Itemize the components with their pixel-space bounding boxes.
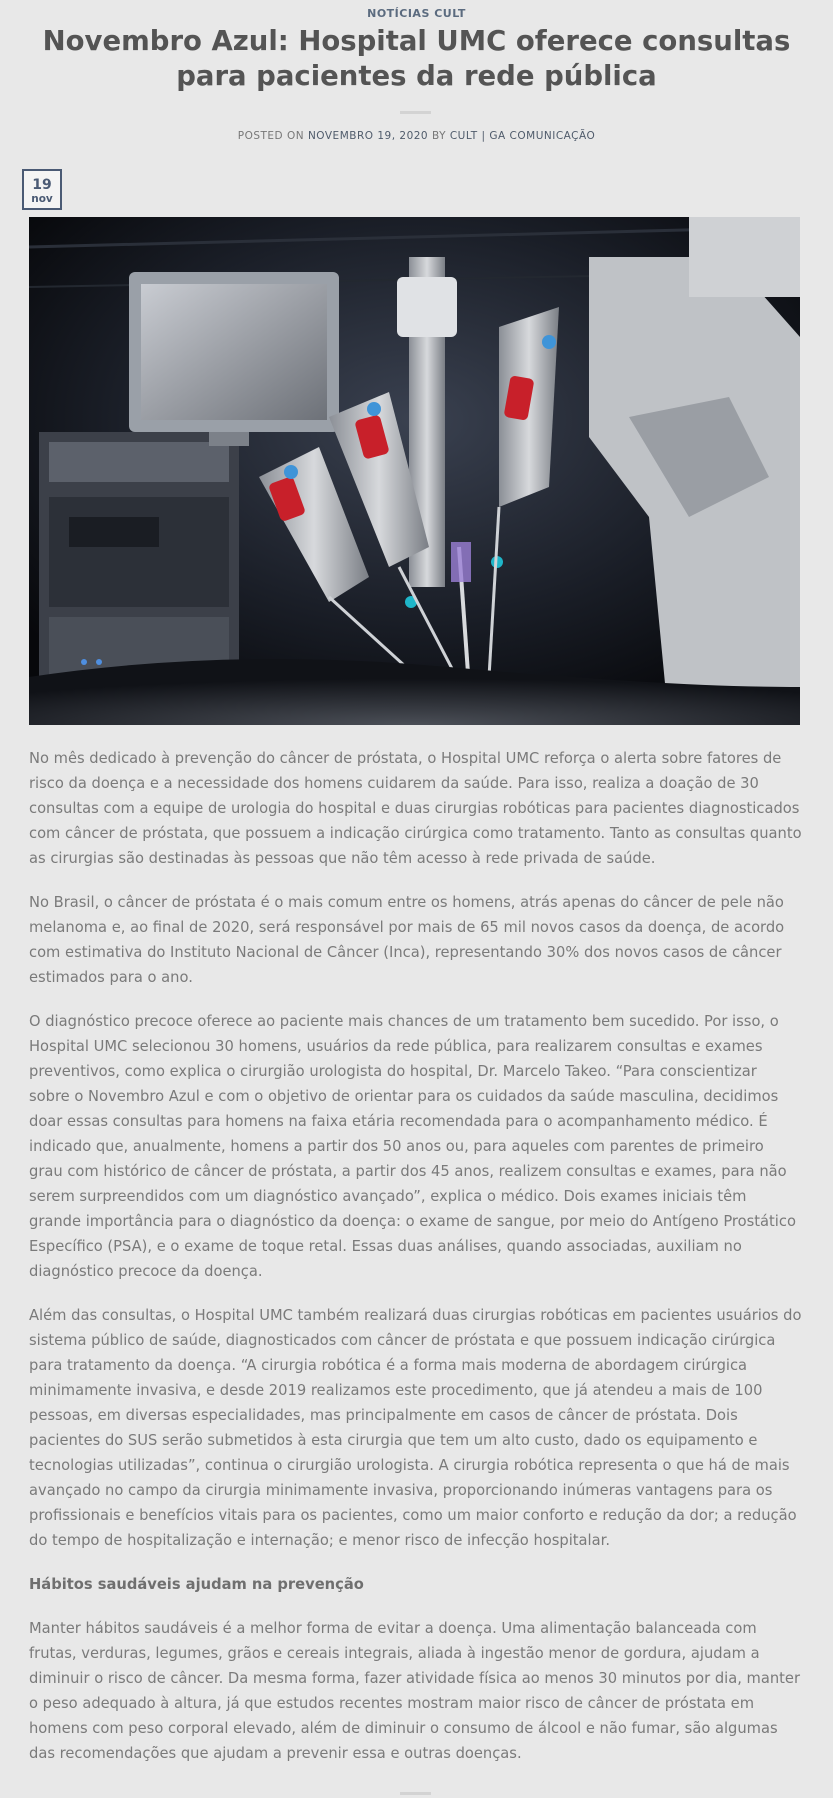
by-label: BY — [431, 130, 446, 142]
date-badge — [22, 169, 62, 210]
footer-divider — [400, 1792, 431, 1795]
article-paragraph: Manter hábitos saudáveis é a melhor forma de evitar a doença. Uma alimentação balanceada com frutas, verduras, legumes, grãos e cereais integrais, aliada à ingestão menor de gordura, ajudam a diminuir o risco de câncer. Da mesma forma, fazer atividade física ao menos 30 minutos por dia, manter o peso adequado à altura, já que estudos recentes mostram maior risco de câncer de próstata em homens com peso corporal elevado, além de diminuir o consumo de álcool e não fumar, são algumas das recomendações que ajudam a prevenir essa e outras doenças. — [29, 1620, 801, 1762]
article-paragraph: Além das consultas, o Hospital UMC também realizará duas cirurgias robóticas em pacientes usuários do sistema público de saúde, diagnosticados com câncer de próstata e que possuem indicação cirúrgica para tratamento da doença. “A cirurgia robótica é a forma mais moderna de abordagem cirúrgica minimamente invasiva, e desde 2019 realizamos este procedimento, que já atendeu a mais de 100 pessoas, em diversas especialidades, mas principalmente em casos de câncer de próstata. Dois pacientes do SUS serão submetidos à esta cirurgia que tem um alto custo, dado os equipamento e tecnologias utilizadas”, continua o cirurgião urologista. A cirurgia robótica representa o que há de mais avançado no campo da cirurgia minimamente invasiva, proporcionando inúmeras vantagens para os profissionais e benefícios vitais para os pacientes, como um maior conforto e redução da dor; a redução do tempo de hospitalização e internação; e menor risco de infecção hospitalar. — [29, 1307, 802, 1549]
post-author-link[interactable]: CULT | GA COMUNICAÇÃO — [449, 130, 596, 142]
posted-on-label: POSTED ON — [237, 130, 305, 142]
article-paragraph: No Brasil, o câncer de próstata é o mais comum entre os homens, atrás apenas do câncer de pele não melanoma e, ao final de 2020, será responsável por mais de 65 mil novos casos da doença, de acordo com estimativa do Instituto Nacional de Câncer (Inca), representando 30% dos novos casos de câncer estimados para o ano. — [29, 894, 785, 986]
article-paragraph: No mês dedicado à prevenção do câncer de próstata, o Hospital UMC reforça o alerta sobre fatores de risco da doença e a necessidade dos homens cuidarem da saúde. Para isso, realiza a doação de 30 consultas com a equipe de urologia do hospital e duas cirurgias robóticas para pacientes diagnosticados com câncer de próstata, que possuem a indicação cirúrgica como tratamento. Tanto as consultas quanto as cirurgias são destinadas às pessoas que não têm acesso à rede privada de saúde. — [29, 750, 802, 867]
post-meta — [0, 130, 833, 142]
date-badge-month: nov — [31, 193, 53, 205]
post-date-link[interactable]: NOVEMBRO 19, 2020 — [307, 130, 429, 142]
page-title: Novembro Azul: Hospital UMC oferece consultas para pacientes da rede pública — [42, 25, 791, 92]
featured-image — [29, 217, 800, 725]
date-badge-day: 19 — [32, 177, 52, 193]
post-category-link[interactable]: NOTÍCIAS CULT — [367, 7, 466, 20]
article-subheading: Hábitos saudáveis ajudam na prevenção — [29, 1576, 364, 1593]
article-paragraph: O diagnóstico precoce oferece ao paciente mais chances de um tratamento bem sucedido. Por isso, o Hospital UMC selecionou 30 homens, usuários da rede pública, para realizarem consultas e exames preventivos, como explica o cirurgião urologista do hospital, Dr. Marcelo Takeo. “Para conscientizar sobre o Novembro Azul e com o objetivo de orientar para os cuidados da saúde masculina, decidimos doar essas consultas para homens na faixa etária recomendada para o acompanhamento médico. É indicado que, anualmente, homens a partir dos 50 anos ou, para aqueles com parentes de primeiro grau com histórico de câncer de próstata, a partir dos 45 anos, realizem consultas e exames, para não serem surpreendidos com um diagnóstico avançado”, explica o médico. Dois exames iniciais têm grande importância para o diagnóstico da doença: o exame de sangue, por meio do Antígeno Prostático Específico (PSA), e o exame de toque retal. Essas duas análises, quando associadas, auxiliam no diagnóstico precoce da doença. — [29, 1013, 796, 1280]
surgical-robot-image — [29, 217, 800, 725]
title-divider — [400, 111, 431, 114]
article-body — [29, 746, 802, 1785]
